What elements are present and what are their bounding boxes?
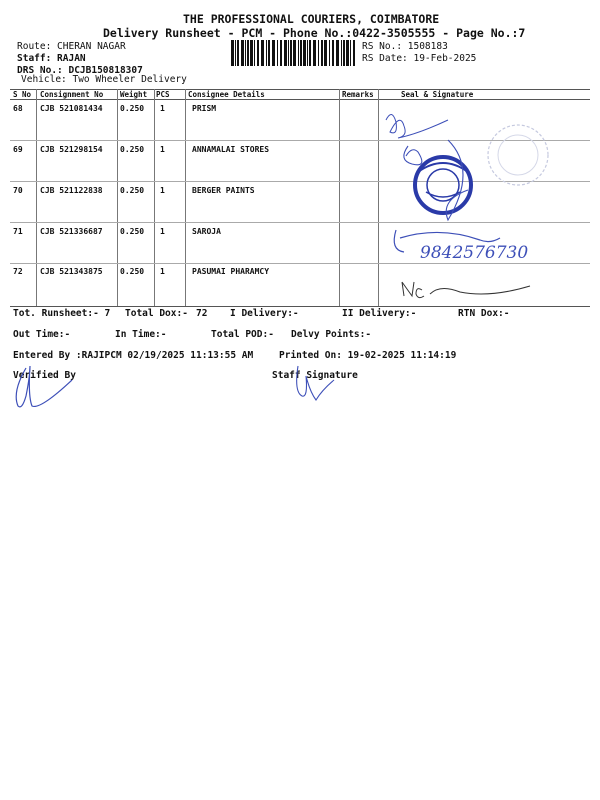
verified-signature-stroke xyxy=(16,366,72,407)
row-sno: 71 xyxy=(13,227,23,236)
row-consignee: BERGER PAINTS xyxy=(192,186,255,195)
row-sno: 70 xyxy=(13,186,23,195)
in-time: In Time:- xyxy=(115,329,167,340)
col-divider xyxy=(185,89,186,306)
company-stamp-inner xyxy=(427,169,459,201)
row-consignment: CJB 521343875 xyxy=(40,267,103,276)
barcode-bar xyxy=(272,40,275,66)
verified-by: Verified By xyxy=(13,370,76,381)
entered-by: Entered By :RAJIPCM 02/19/2025 11:13:55 AM xyxy=(13,350,254,361)
row-pcs: 1 xyxy=(160,104,165,113)
barcode-bar xyxy=(303,40,306,66)
total-dox-label: Total Dox:- xyxy=(125,308,188,319)
row-sno: 69 xyxy=(13,145,23,154)
col-header-pcs: PCS xyxy=(156,90,170,99)
barcode-bar xyxy=(300,40,302,66)
row-consignment: CJB 521122838 xyxy=(40,186,103,195)
drs-number: DRS No.: DCJB150818307 xyxy=(17,65,143,76)
row-pcs: 1 xyxy=(160,267,165,276)
col-divider xyxy=(117,89,118,306)
barcode-bar xyxy=(307,40,308,66)
runsheet-subtitle: Delivery Runsheet - PCM - Phone No.:0422-3505555 - Page No.:7 xyxy=(103,26,526,40)
row-consignment: CJB 521336687 xyxy=(40,227,103,236)
row-consignment: CJB 521298154 xyxy=(40,145,103,154)
rs-number: RS No.: 1508183 xyxy=(362,41,448,52)
col-header-consignee: Consignee Details xyxy=(188,90,265,99)
faint-stamp xyxy=(488,125,548,185)
table-bottom-border xyxy=(10,306,590,307)
row-pcs: 1 xyxy=(160,227,165,236)
row-sno: 68 xyxy=(13,104,23,113)
row-weight: 0.250 xyxy=(120,267,145,276)
barcode-bar xyxy=(336,40,339,66)
staff-label: Staff: RAJAN xyxy=(17,53,86,64)
signature-scribble-72 xyxy=(402,282,530,298)
i-delivery: I Delivery:- xyxy=(230,308,299,319)
row-consignment: CJB 521081434 xyxy=(40,104,103,113)
barcode-bar xyxy=(313,40,316,66)
row-pcs: 1 xyxy=(160,186,165,195)
barcode-bar xyxy=(324,40,327,66)
verified-signature xyxy=(8,362,88,422)
barcode-bar xyxy=(298,40,299,66)
barcode-bar xyxy=(241,40,244,66)
staff-signature xyxy=(290,362,350,412)
tot-runsheet: Tot. Runsheet:- 7 xyxy=(13,308,111,319)
barcode-bar xyxy=(309,40,311,66)
row-weight: 0.250 xyxy=(120,186,145,195)
row-consignee: PRISM xyxy=(192,104,217,113)
col-divider xyxy=(154,89,155,306)
barcode-bar xyxy=(290,40,292,66)
row-consignee: SAROJA xyxy=(192,227,221,236)
col-divider xyxy=(36,89,37,306)
col-header-weight: Weight xyxy=(120,90,148,99)
barcode-bar xyxy=(245,40,246,66)
vehicle-label: Vehicle: Two Wheeler Delivery xyxy=(21,74,187,85)
row-consignee: ANNAMALAI STORES xyxy=(192,145,270,154)
barcode-bar xyxy=(346,40,349,66)
handwritten-phone: 9842576730 xyxy=(420,243,529,263)
barcode-bar xyxy=(237,40,239,66)
total-dox-value: 72 xyxy=(196,308,208,319)
barcode-bar xyxy=(277,40,278,66)
printed-on: Printed On: 19-02-2025 11:14:19 xyxy=(279,350,457,361)
barcode-bar xyxy=(293,40,296,66)
row-weight: 0.250 xyxy=(120,104,145,113)
ii-delivery: II Delivery:- xyxy=(342,308,417,319)
barcode xyxy=(231,40,355,66)
barcode-graphic xyxy=(231,40,355,66)
barcode-bar xyxy=(266,40,267,66)
barcode-bar xyxy=(250,40,253,66)
staff-signature-label: Staff Signature xyxy=(272,370,358,381)
barcode-bar xyxy=(268,40,270,66)
barcode-bar xyxy=(341,40,342,66)
col-header-remarks: Remarks xyxy=(342,90,374,99)
col-header-consignment: Consignment No xyxy=(40,90,104,99)
barcode-bar xyxy=(332,40,334,66)
route-label: Route: CHERAN NAGAR xyxy=(17,41,126,52)
barcode-bar xyxy=(288,40,289,66)
barcode-bar xyxy=(318,40,319,66)
total-pod: Total POD:- xyxy=(211,329,274,340)
col-divider xyxy=(339,89,340,306)
col-header-sno: S No xyxy=(13,90,32,99)
row-sno: 72 xyxy=(13,267,23,276)
faint-stamp-inner xyxy=(498,135,538,175)
rtn-dox: RTN Dox:- xyxy=(458,308,510,319)
barcode-bar xyxy=(261,40,264,66)
barcode-bar xyxy=(235,40,236,66)
barcode-bar xyxy=(329,40,330,66)
row-weight: 0.250 xyxy=(120,227,145,236)
barcode-bar xyxy=(353,40,355,66)
barcode-bar xyxy=(321,40,323,66)
barcode-bar xyxy=(257,40,259,66)
delvy-points: Delvy Points:- xyxy=(291,329,372,340)
seal-signature-area xyxy=(378,100,590,306)
row-consignee: PASUMAI PHARAMCY xyxy=(192,267,270,276)
col-header-seal-signature: Seal & Signature xyxy=(401,90,474,99)
signature-scribble-68 xyxy=(386,114,448,138)
barcode-bar xyxy=(280,40,282,66)
company-title: THE PROFESSIONAL COURIERS, COIMBATORE xyxy=(183,12,440,26)
barcode-bar xyxy=(247,40,249,66)
barcode-bar xyxy=(231,40,234,66)
out-time: Out Time:- xyxy=(13,329,71,340)
row-pcs: 1 xyxy=(160,145,165,154)
barcode-bar xyxy=(284,40,287,66)
barcode-bar xyxy=(350,40,351,66)
row-weight: 0.250 xyxy=(120,145,145,154)
rs-date: RS Date: 19-Feb-2025 xyxy=(362,53,477,64)
barcode-bar xyxy=(254,40,255,66)
barcode-bar xyxy=(343,40,345,66)
staff-signature-stroke xyxy=(297,366,334,400)
